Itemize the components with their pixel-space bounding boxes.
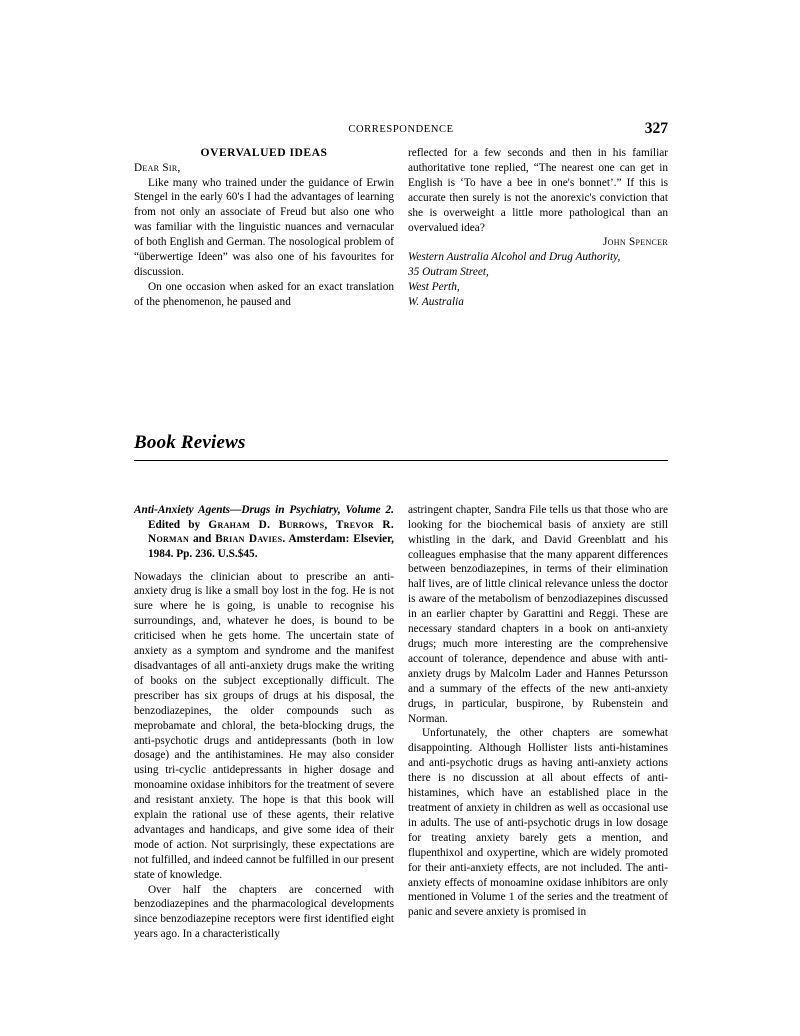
letter-address-line: W. Australia: [408, 295, 464, 308]
correspondence-column-left: [134, 146, 394, 310]
review-paragraph: Nowadays the clinician about to prescribe an anti-anxiety drug is like a small boy lost in the fog. He is not sure where he is going, is unable to recognise his surroundings, and, whatever he does, is bound to be criticised when he gets home. The uncertain state of anxiety as a symptom and syndrome and the manifest disadvantages of all anti-anxiety drugs make the writing of books on the subject exceptionally difficult. The prescriber has six groups of drugs at his disposal, the benzodiazepines, the older compounds such as meprobamate and chloral, the beta-blocking drugs, the anti-psychotic drugs and antidepressants (both in low dosage) and the antihistamines. He may also consider using tri-cyclic antidepressants in higher dosage and monoamine oxidase inhibitors for the treatment of severe and resistant anxiety. The hope is that this book will explain the rational use of these agents, their relative advantages and handicaps, and give some idea of their mode of action. Not surprisingly, these expectations are not fulfilled, and indeed cannot be fulfilled in our present state of knowledge.: [134, 570, 394, 881]
correspondence-column-right: [408, 146, 668, 310]
review-column-left: [134, 503, 394, 942]
section-title: Book Reviews: [134, 431, 246, 453]
letter-address-line: West Perth,: [408, 281, 460, 294]
book-review-section: [134, 503, 668, 942]
review-paragraph: astringent chapter, Sandra File tells us that those who are looking for the biochemical basis of anxiety are still whistling in the dark, and David Greenblatt and his colleagues emphasise that the many apparent differences between benzodiazepines, in terms of their elimination half lives, are of little clinical relevance unless the doctor is aware of the metabolism of benzodiazepines discussed in an earlier chapter by Garattini and Reggi. These are necessary standard chapters in a book on anti-anxiety drugs; much more interesting are the comprehensive account of tolerance, dependence and abuse with anti-anxiety drugs by Malcolm Lader and Hannes Petursson and a summary of the effects of the new anti-anxiety drugs, in particular, buspirone, by Rubenstein and Norman.: [408, 503, 668, 725]
running-head-title: CORRESPONDENCE: [348, 124, 454, 135]
review-citation-edited-by: Edited by: [148, 518, 209, 531]
review-paragraph: Over half the chapters are concerned with benzodiazepines and the pharmacological developments since benzodiazepine receptors were first identified eight years ago. In a characteristically: [134, 883, 394, 941]
letter-salutation: Dear Sir,: [134, 162, 181, 174]
review-citation-conjunction: and: [189, 533, 216, 546]
letter-address-line: 35 Outram Street,: [408, 266, 489, 279]
review-paragraph: Unfortunately, the other chapters are somewhat disappointing. Although Hollister lists anti-histamines and anti-psychotic drugs as having anti-anxiety actions there is no discussion at all about effects of anti-histamines, which have an established place in the treatment of anxiety in children as well as occasional use in adults. The use of anti-psychotic drugs in low dosage for treating anxiety barely gets a mention, and flupenthixol and oxypertine, which are widely promoted for their anti-anxiety effects, are not included. The anti-anxiety effects of monoamine oxidase inhibitors are only mentioned in Volume 1 of the series and the treatment of panic and severe anxiety is promised in: [408, 727, 668, 919]
review-citation-editors: Graham D. Burrows, Trevor R. Norman: [148, 518, 394, 546]
letter-signature: John Spencer: [603, 236, 668, 249]
review-citation-imprint: . Amsterdam: Elsevier, 1984. Pp. 236. U.S.$45.: [148, 533, 394, 560]
letter-title: OVERVALUED IDEAS: [200, 146, 328, 159]
book-reviews-header: [134, 432, 668, 461]
review-citation-title: Anti-Anxiety Agents—Drugs in Psychiatry, Volume 2.: [134, 503, 394, 516]
letter-paragraph: On one occasion when asked for an exact translation of the phenomenon, he paused and: [134, 280, 394, 308]
review-citation-editor-last: Brian Davies: [215, 533, 283, 546]
correspondence-section: [134, 146, 668, 310]
section-divider: [134, 460, 668, 461]
letter-paragraph: reflected for a few seconds and then in his familiar authoritative tone replied, “The nearest one can get in English is ‘To have a bee in one's bonnet’.” If this is accurate then surely is not the anorexic's conviction that she is overweight a little more pathological than an overvalued idea?: [408, 147, 668, 234]
letter-paragraph: Like many who trained under the guidance of Erwin Stengel in the early 60's I had the advantages of learning from not only an associate of Freud but also one who was familiar with the linguistic nuances and vernacular of both English and German. The nosological problem of “überwertige Ideen” was also one of his favourites for discussion.: [134, 176, 394, 278]
review-column-right: [408, 503, 668, 920]
letter-address-line: Western Australia Alcohol and Drug Authority,: [408, 251, 621, 264]
page-number: 327: [644, 120, 668, 137]
review-citation: [134, 503, 394, 562]
page-content: [134, 120, 668, 942]
running-head: [134, 120, 668, 142]
